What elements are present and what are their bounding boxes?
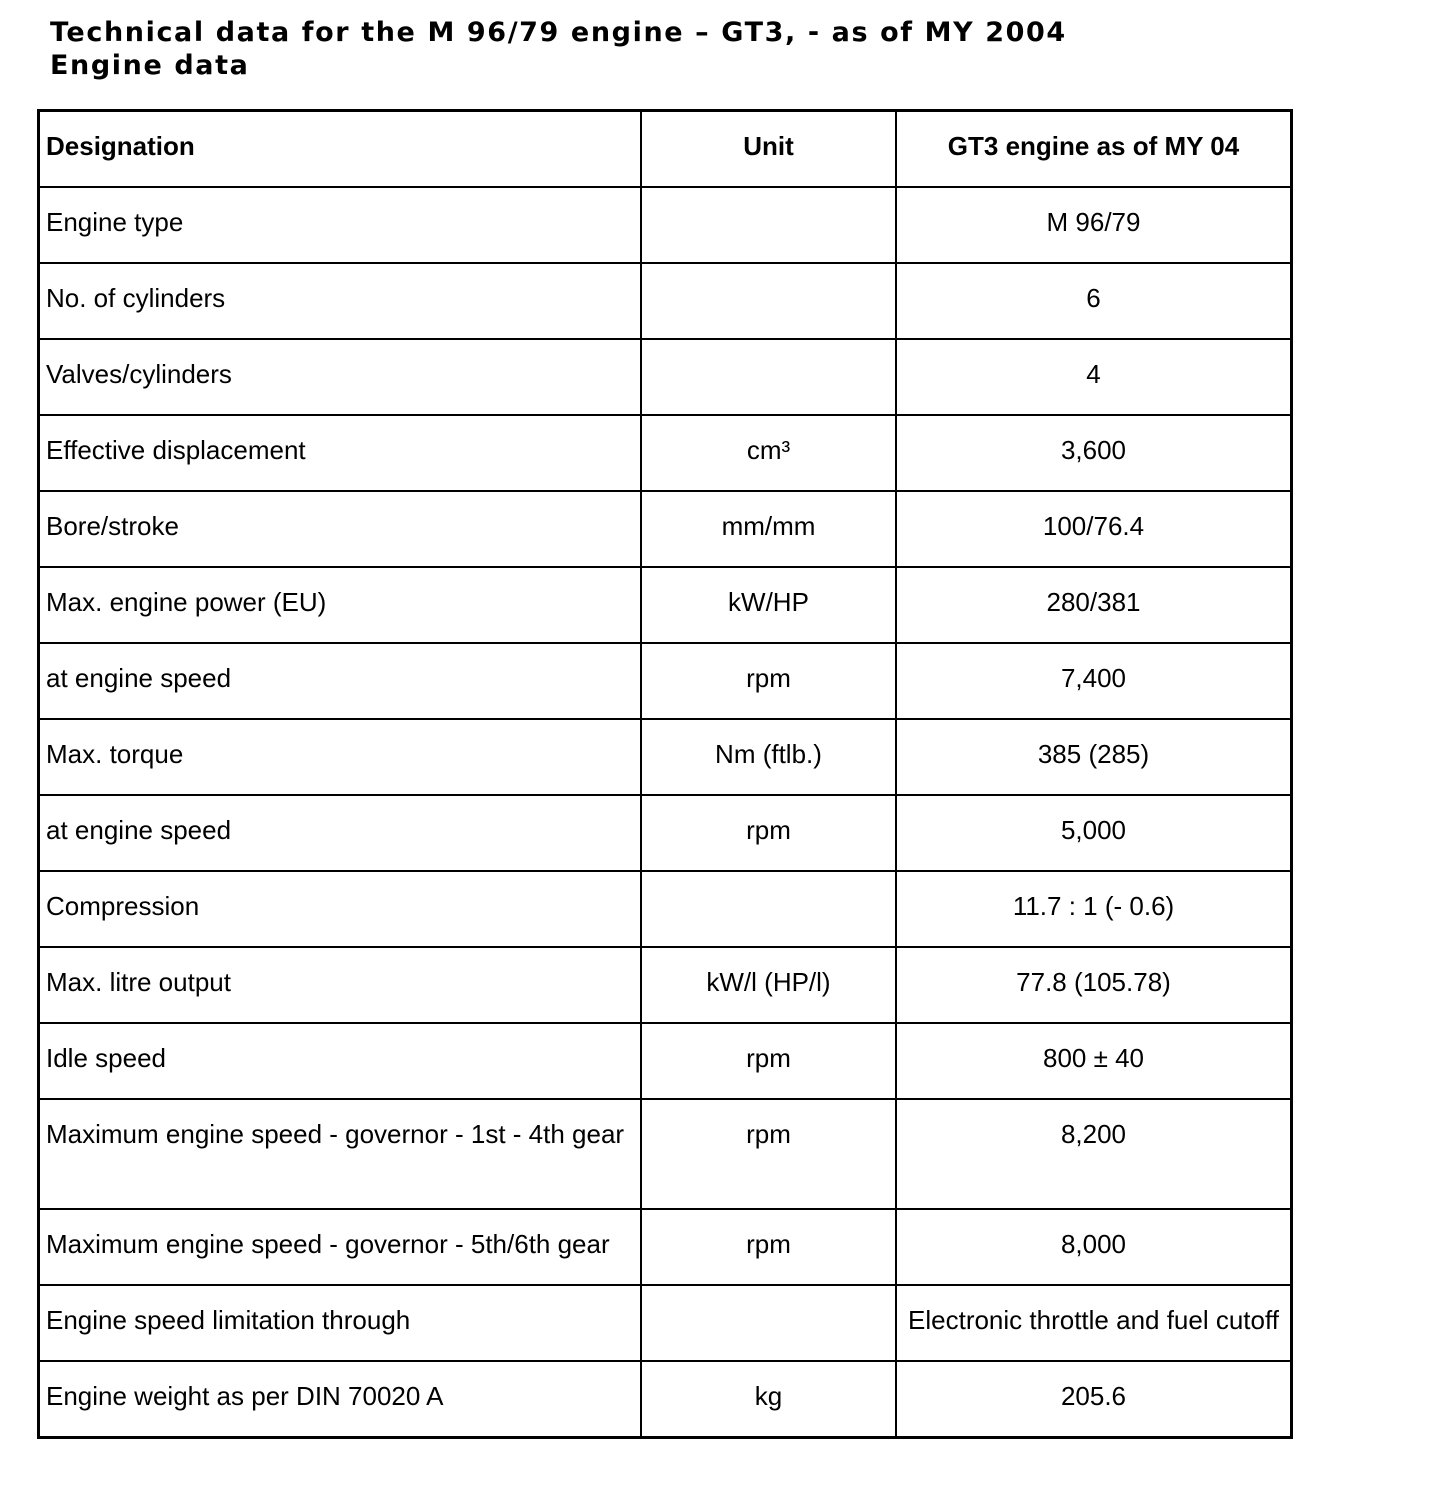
table-row bbox=[39, 795, 1292, 871]
cell-value: 5,000 bbox=[896, 795, 1292, 871]
cell-value: 3,600 bbox=[896, 415, 1292, 491]
table-row bbox=[39, 1023, 1292, 1099]
cell-designation: Bore/stroke bbox=[39, 491, 642, 567]
table-row bbox=[39, 947, 1292, 1023]
cell-unit bbox=[641, 871, 896, 947]
cell-value: 205.6 bbox=[896, 1361, 1292, 1438]
cell-designation: Maximum engine speed - governor - 5th/6th gear bbox=[39, 1209, 642, 1285]
cell-unit: Nm (ftlb.) bbox=[641, 719, 896, 795]
cell-value: Electronic throttle and fuel cutoff bbox=[896, 1285, 1292, 1361]
cell-unit: rpm bbox=[641, 1209, 896, 1285]
document-heading bbox=[50, 16, 1067, 82]
cell-designation: Max. litre output bbox=[39, 947, 642, 1023]
table-row bbox=[39, 339, 1292, 415]
cell-value: 385 (285) bbox=[896, 719, 1292, 795]
cell-unit: rpm bbox=[641, 795, 896, 871]
cell-value: 7,400 bbox=[896, 643, 1292, 719]
cell-designation: Engine weight as per DIN 70020 A bbox=[39, 1361, 642, 1438]
table-row bbox=[39, 643, 1292, 719]
cell-unit: kW/HP bbox=[641, 567, 896, 643]
cell-value: 6 bbox=[896, 263, 1292, 339]
cell-designation: No. of cylinders bbox=[39, 263, 642, 339]
cell-designation: at engine speed bbox=[39, 795, 642, 871]
table-row bbox=[39, 1099, 1292, 1209]
engine-data-table bbox=[37, 109, 1293, 1439]
cell-designation: Effective displacement bbox=[39, 415, 642, 491]
cell-unit: mm/mm bbox=[641, 491, 896, 567]
cell-value: 77.8 (105.78) bbox=[896, 947, 1292, 1023]
cell-designation: Maximum engine speed - governor - 1st - 4th gear bbox=[39, 1099, 642, 1209]
cell-designation: Valves/cylinders bbox=[39, 339, 642, 415]
table-row bbox=[39, 187, 1292, 263]
cell-value: 11.7 : 1 (- 0.6) bbox=[896, 871, 1292, 947]
cell-unit bbox=[641, 263, 896, 339]
table-row bbox=[39, 871, 1292, 947]
cell-value: 4 bbox=[896, 339, 1292, 415]
cell-designation: Compression bbox=[39, 871, 642, 947]
cell-value: 280/381 bbox=[896, 567, 1292, 643]
cell-value: M 96/79 bbox=[896, 187, 1292, 263]
cell-unit: rpm bbox=[641, 643, 896, 719]
table-row bbox=[39, 1209, 1292, 1285]
cell-unit: kg bbox=[641, 1361, 896, 1438]
document-title: Technical data for the M 96/79 engine – GT3, - as of MY 2004 bbox=[50, 17, 1067, 48]
cell-designation: Engine type bbox=[39, 187, 642, 263]
table-row bbox=[39, 415, 1292, 491]
cell-unit bbox=[641, 1285, 896, 1361]
header-unit: Unit bbox=[641, 111, 896, 188]
section-title: Engine data bbox=[50, 50, 250, 81]
cell-value: 8,000 bbox=[896, 1209, 1292, 1285]
cell-value: 100/76.4 bbox=[896, 491, 1292, 567]
table-row bbox=[39, 263, 1292, 339]
header-designation: Designation bbox=[39, 111, 642, 188]
cell-unit: rpm bbox=[641, 1099, 896, 1209]
cell-value: 8,200 bbox=[896, 1099, 1292, 1209]
header-value: GT3 engine as of MY 04 bbox=[896, 111, 1292, 188]
table-row bbox=[39, 491, 1292, 567]
cell-designation: Engine speed limitation through bbox=[39, 1285, 642, 1361]
table-row bbox=[39, 1285, 1292, 1361]
cell-unit: rpm bbox=[641, 1023, 896, 1099]
cell-value: 800 ± 40 bbox=[896, 1023, 1292, 1099]
table-row bbox=[39, 1361, 1292, 1438]
cell-unit: kW/l (HP/l) bbox=[641, 947, 896, 1023]
cell-unit bbox=[641, 339, 896, 415]
cell-unit bbox=[641, 187, 896, 263]
table-header-row bbox=[39, 111, 1292, 188]
table-row bbox=[39, 719, 1292, 795]
cell-designation: Max. engine power (EU) bbox=[39, 567, 642, 643]
table-row bbox=[39, 567, 1292, 643]
cell-designation: Max. torque bbox=[39, 719, 642, 795]
cell-designation: Idle speed bbox=[39, 1023, 642, 1099]
cell-unit: cm³ bbox=[641, 415, 896, 491]
cell-designation: at engine speed bbox=[39, 643, 642, 719]
